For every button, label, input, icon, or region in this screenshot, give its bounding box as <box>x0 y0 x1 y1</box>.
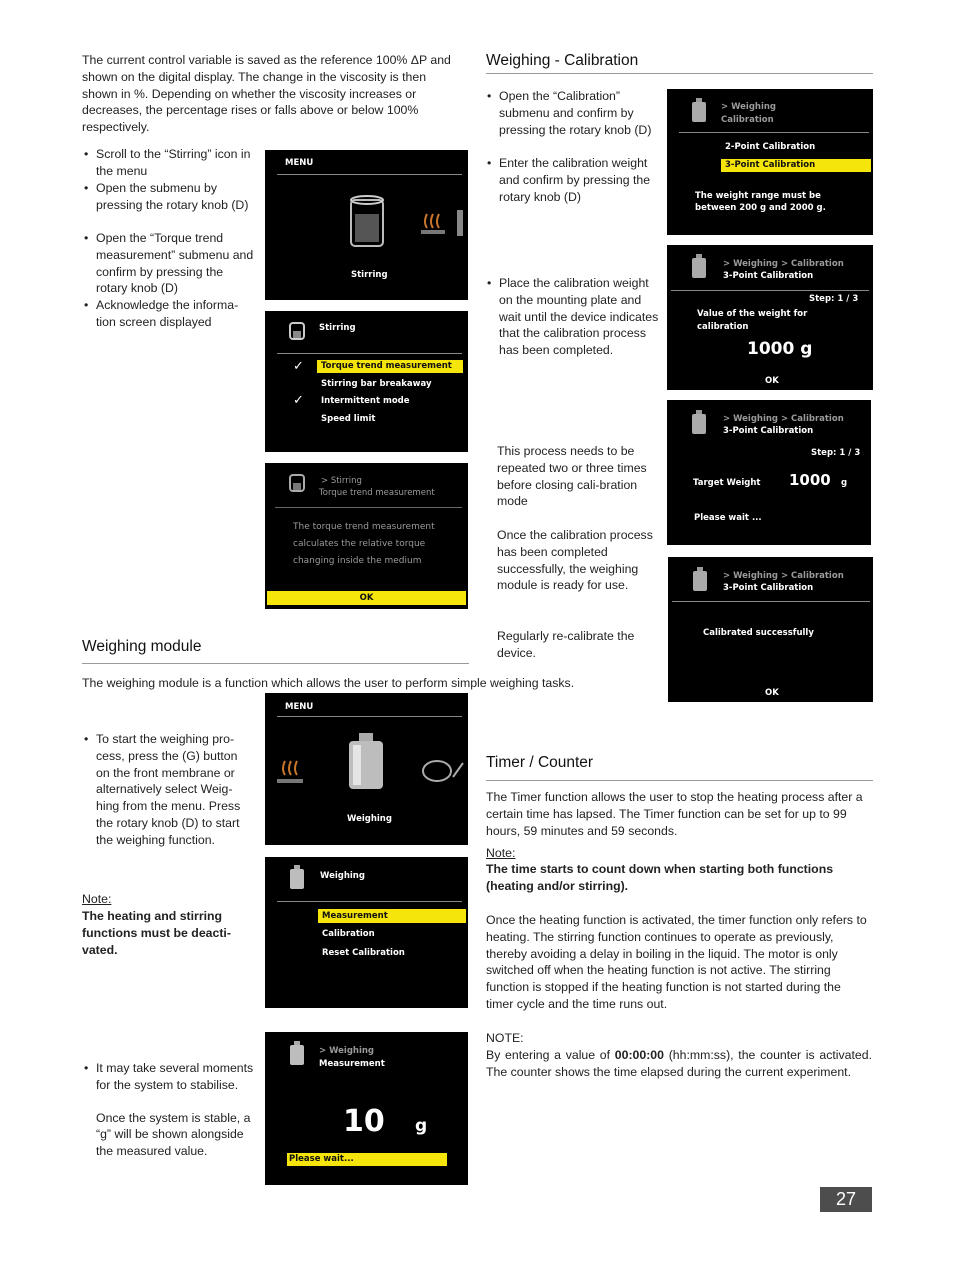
note2-post: (hh:mm:ss), the counter is activated. The counter shows the time elapsed during the current experiment. <box>486 1048 872 1079</box>
ok-button[interactable]: OK <box>765 376 779 386</box>
weight-icon <box>289 864 305 890</box>
weight-icon <box>289 1040 305 1066</box>
measured-unit: g <box>415 1116 428 1136</box>
step-indicator: Step: 1 / 3 <box>811 448 861 458</box>
screen-calibration-value <box>667 245 873 390</box>
range-note: The weight range must be between 200 g and 2000 g. <box>695 191 826 213</box>
menu-item: 3-Point Calibration <box>725 160 816 170</box>
screen-stirring-submenu <box>265 311 468 452</box>
screen-subtitle: Calibration <box>721 115 774 125</box>
weight-icon <box>271 733 467 803</box>
weighing-start-step: • To start the weighing pro-cess, press the (G) button on the front membrane or alternatively select Weig-hing from the menu. Press the rotary knob (D) to start the weighing function. <box>84 731 253 849</box>
screen-subtitle: Measurement <box>319 1059 385 1069</box>
screen-weighing-submenu <box>265 857 468 1008</box>
screen-menu-stirring <box>265 150 468 300</box>
calibration-place-step: • Place the calibration weight on the mounting plate and wait until the device indicates that the calibration process has been completed. <box>487 275 659 359</box>
menu-item: Speed limit <box>321 414 376 424</box>
timer-note2-text <box>486 1047 872 1081</box>
menu-item: Stirring bar breakaway <box>321 379 432 389</box>
weight-icon <box>691 409 707 435</box>
breadcrumb: > Stirring <box>321 476 362 486</box>
calibration-regular-text: Regularly re-calibrate the device. <box>497 629 635 660</box>
weighing-module-intro <box>82 675 575 692</box>
weight-icon <box>691 97 707 123</box>
screen-title: MENU <box>285 702 314 712</box>
calibration-ready-text: Once the calibration process has been completed successfully, the weighing module is ready for use. <box>497 528 653 593</box>
menu-item: Calibration <box>322 929 375 939</box>
screen-caption: Stirring <box>351 270 388 280</box>
info-message: The torque trend measurement calculates the relative torque changing inside the medium <box>293 522 435 566</box>
screen-calibration-done <box>668 557 873 702</box>
note2-pre: By entering a value of <box>486 1048 615 1062</box>
check-icon: ✓ <box>293 359 304 374</box>
screen-subtitle: 3-Point Calibration <box>723 426 814 436</box>
target-weight-value: 1000 <box>789 471 831 489</box>
menu-item: Torque trend measurement <box>321 361 452 371</box>
weighing-note-label: Note: <box>82 892 112 906</box>
stirring-step-4: • Acknowledge the informa-tion screen displayed <box>84 297 256 331</box>
timer-intro: The Timer function allows the user to stop the heating process after a certain time has lapsed. The Timer function can be set for up to 99 hours, 59 minutes and 59 seconds. <box>486 790 863 838</box>
page-number: 27 <box>820 1187 872 1212</box>
calibration-weight-value: 1000 g <box>747 339 813 359</box>
weighing-intro-text: The weighing module is a function which allows the user to perform simple weighing tasks. <box>82 676 575 690</box>
calibration-step-1: • Open the “Calibration” submenu and confirm by pressing the rotary knob (D) <box>487 88 659 138</box>
screen-menu-weighing <box>265 693 468 845</box>
breadcrumb: > Weighing > Calibration <box>723 571 844 581</box>
screen-title: Stirring <box>319 323 356 333</box>
screen-calibration-target <box>667 400 871 545</box>
screen-caption: Weighing <box>347 814 392 824</box>
screen-measurement <box>265 1032 468 1185</box>
breadcrumb: > Weighing > Calibration <box>723 259 844 269</box>
timer-note-text: The time starts to count down when starting both functions (heating and/or stirring). <box>486 862 834 893</box>
menu-item: 2-Point Calibration <box>725 142 816 152</box>
stirrer-icon <box>287 471 307 495</box>
intro-paragraph: The current control variable is saved as the reference 100% ΔP and shown on the digital display. The change in the viscosity is then shown in %. Depending on whether the viscosity increases or decreases, the percentage rises or falls above or below 100% respectively. <box>82 53 451 135</box>
ok-button[interactable]: OK <box>267 591 466 605</box>
screen-subtitle: Torque trend measurement <box>319 488 435 498</box>
menu-item: Reset Calibration <box>322 948 405 958</box>
calibration-step-2: • Enter the calibration weight and confirm by pressing the rotary knob (D) <box>487 155 659 205</box>
ok-button[interactable]: OK <box>765 688 779 698</box>
stirring-step-1: • Scroll to the “Stirring” icon in the menu <box>84 146 256 180</box>
screen-calibration-menu <box>667 89 873 235</box>
stirrer-icon <box>287 319 307 343</box>
timer-body: Once the heating function is activated, the timer function only refers to heating. The stirring function continues to operate as previously, thereby avoiding a delay in boiling in the liquid. The motor is only switched off when the heating function is not active. The stirring function is stopped if the heating function is not started during the timer cycle and the time runs out. <box>486 913 867 1011</box>
check-icon: ✓ <box>293 393 304 408</box>
timer-note2-label: NOTE: <box>486 1031 524 1045</box>
stirring-step-3: • Open the “Torque trend measurement” submenu and confirm by pressing the rotary knob (D) <box>84 230 256 297</box>
timer-heading: Timer / Counter <box>486 754 594 771</box>
weight-icon <box>691 253 707 279</box>
screen-subtitle: 3-Point Calibration <box>723 271 814 281</box>
screen-subtitle: 3-Point Calibration <box>723 583 814 593</box>
beaker-icon <box>345 190 465 260</box>
stabilise-step <box>84 1060 256 1160</box>
step-indicator: Step: 1 / 3 <box>809 294 859 304</box>
target-label: Target Weight <box>693 478 761 488</box>
weighing-module-heading: Weighing module <box>82 638 202 655</box>
target-weight-unit: g <box>841 478 848 488</box>
calibration-repeat-text: This process needs to be repeated two or three times before closing cali-bration mode <box>497 444 647 509</box>
weighing-note-text: The heating and stirring functions must be deacti-vated. <box>82 909 231 957</box>
breadcrumb: > Weighing <box>319 1046 375 1056</box>
status-text: Please wait... <box>289 1154 354 1164</box>
note2-value: 00:00:00 <box>614 1048 664 1062</box>
value-label: Value of the weight for calibration <box>697 309 808 332</box>
screen-title: MENU <box>285 158 314 168</box>
menu-item: Measurement <box>322 911 388 921</box>
measured-value: 10 <box>343 1104 385 1139</box>
success-message: Calibrated successfully <box>703 628 814 638</box>
breadcrumb: > Weighing <box>721 102 777 112</box>
weight-icon <box>692 566 708 592</box>
screen-torque-info <box>265 463 468 609</box>
screen-title: Weighing <box>320 871 365 881</box>
status-text: Please wait ... <box>694 513 762 523</box>
breadcrumb: > Weighing > Calibration <box>723 414 844 424</box>
stabilise-step-text: • It may take several moments for the system to stabilise. <box>96 1061 254 1092</box>
timer-note-label: Note: <box>486 846 516 860</box>
calibration-heading: Weighing - Calibration <box>486 52 639 69</box>
menu-item: Intermittent mode <box>321 396 410 406</box>
stabilise-text: Once the system is stable, a “g” will be shown alongside the measured value. <box>96 1110 251 1159</box>
stirring-step-2: • Open the submenu by pressing the rotary knob (D) <box>84 180 256 214</box>
